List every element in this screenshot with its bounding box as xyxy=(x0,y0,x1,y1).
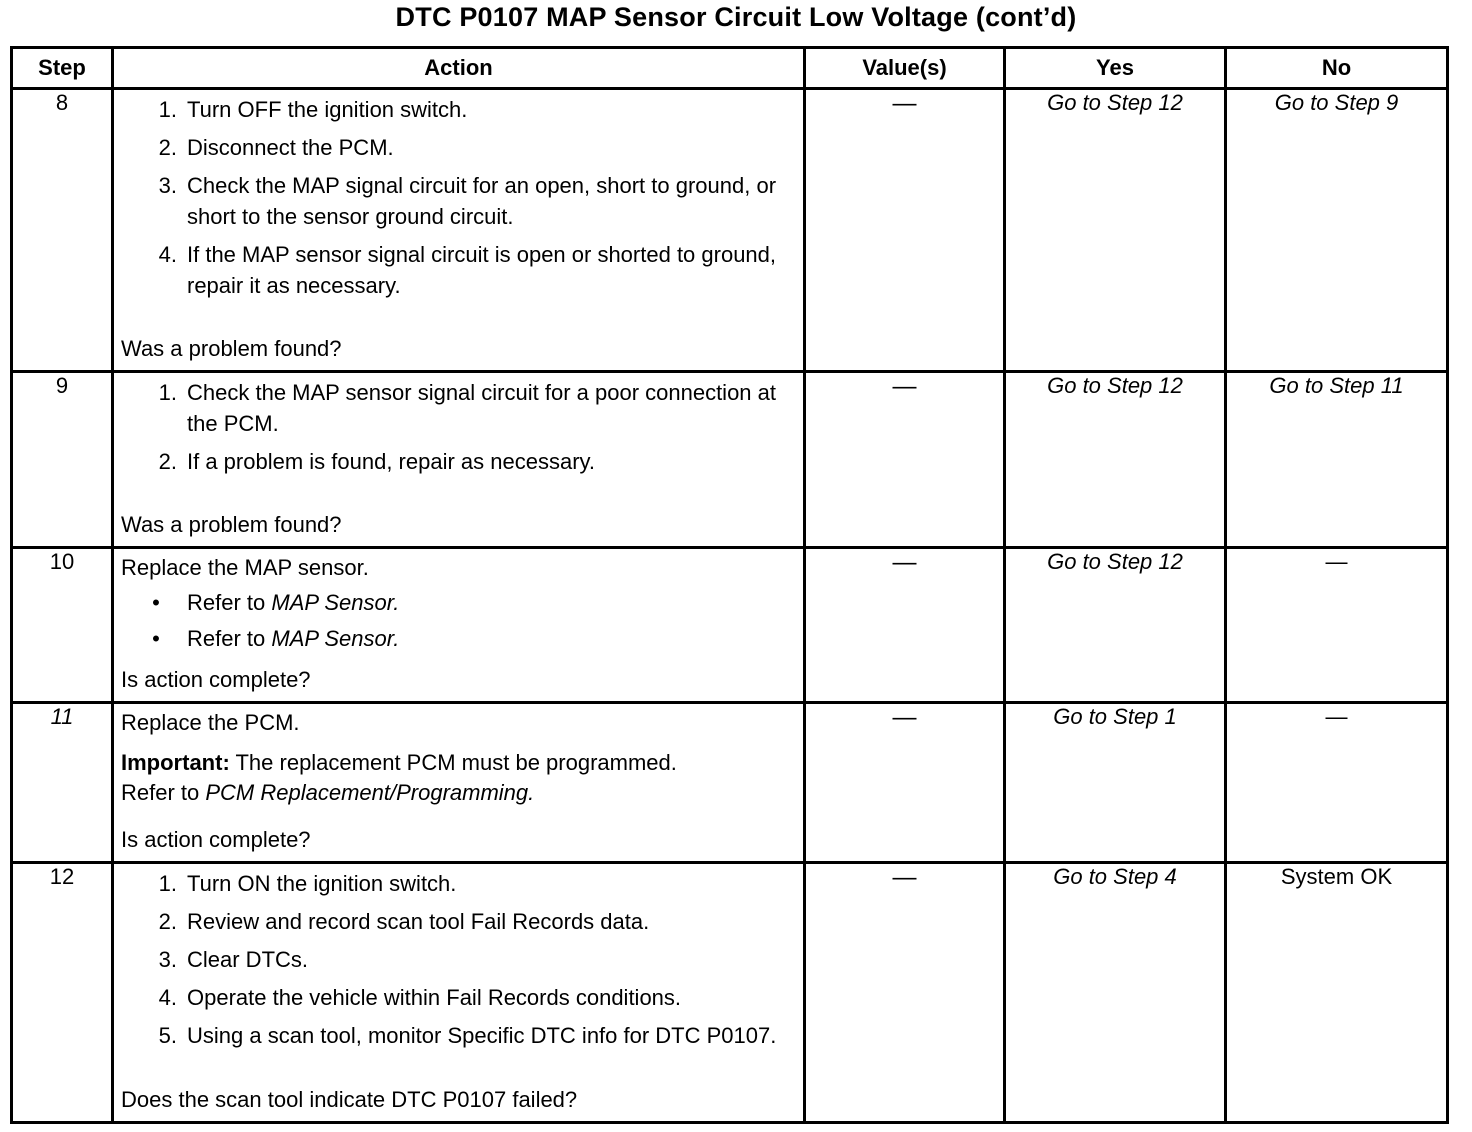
action-question: Is action complete? xyxy=(121,667,311,692)
table-row xyxy=(12,89,1448,372)
no-cell: System OK xyxy=(1226,863,1448,1123)
list-item: 1. Turn OFF the ignition switch. xyxy=(158,97,468,122)
action-intro: Replace the MAP sensor. xyxy=(121,555,369,580)
page-title: DTC P0107 MAP Sensor Circuit Low Voltage (cont’d) xyxy=(395,2,1077,32)
reference-link[interactable]: MAP Sensor. xyxy=(271,626,400,651)
header-yes: Yes xyxy=(1005,48,1226,89)
header-action: Action xyxy=(113,48,805,89)
action-cell xyxy=(113,372,805,548)
yes-cell: Go to Step 12 xyxy=(1005,89,1226,372)
step-number: 8 xyxy=(12,89,113,372)
action-cell xyxy=(113,89,805,372)
no-cell: Go to Step 9 xyxy=(1226,89,1448,372)
action-question: Does the scan tool indicate DTC P0107 failed? xyxy=(121,1087,578,1112)
list-item: 4. Operate the vehicle within Fail Records conditions. xyxy=(158,985,682,1010)
value-cell: — xyxy=(805,89,1005,372)
action-cell xyxy=(113,548,805,703)
list-item: 2. Review and record scan tool Fail Records data. xyxy=(158,909,650,934)
header-values: Value(s) xyxy=(805,48,1005,89)
no-cell: Go to Step 11 xyxy=(1226,372,1448,548)
list-item: 2. Disconnect the PCM. xyxy=(158,135,394,160)
step-number: 9 xyxy=(12,372,113,548)
reference-link[interactable]: MAP Sensor. xyxy=(271,590,400,615)
value-cell: — xyxy=(805,863,1005,1123)
action-question: Was a problem found? xyxy=(121,512,342,537)
header-step: Step xyxy=(12,48,113,89)
table-row xyxy=(12,548,1448,703)
header-no: No xyxy=(1226,48,1448,89)
header-row xyxy=(12,48,1448,89)
list-item: 3. Check the MAP signal circuit for an open, short to ground, or short to the sensor ground circuit. xyxy=(158,173,777,229)
yes-cell: Go to Step 1 xyxy=(1005,703,1226,863)
list-item: 5. Using a scan tool, monitor Specific DTC info for DTC P0107. xyxy=(158,1023,777,1048)
list-item: 3. Clear DTCs. xyxy=(158,947,309,972)
value-cell: — xyxy=(805,548,1005,703)
action-cell xyxy=(113,703,805,863)
step-number: 11 xyxy=(12,703,113,863)
table-row xyxy=(12,703,1448,863)
step-number: 12 xyxy=(12,863,113,1123)
list-item: 4. If the MAP sensor signal circuit is open or shorted to ground, repair it as necessary. xyxy=(158,242,777,298)
list-item: 2. If a problem is found, repair as necessary. xyxy=(158,449,596,474)
important-note: Important: The replacement PCM must be programmed. Refer to PCM Replacement/Programming. xyxy=(121,750,677,805)
step-number: 10 xyxy=(12,548,113,703)
action-cell xyxy=(113,863,805,1123)
value-cell: — xyxy=(805,372,1005,548)
action-intro: Replace the PCM. xyxy=(121,710,300,735)
yes-cell: Go to Step 12 xyxy=(1005,548,1226,703)
yes-cell: Go to Step 4 xyxy=(1005,863,1226,1123)
action-question: Was a problem found? xyxy=(121,336,342,361)
table-row xyxy=(12,863,1448,1123)
no-cell: — xyxy=(1226,548,1448,703)
list-item: 1. Check the MAP sensor signal circuit for a poor connection at the PCM. xyxy=(158,380,777,436)
action-question: Is action complete? xyxy=(121,827,311,852)
yes-cell: Go to Step 12 xyxy=(1005,372,1226,548)
list-item: • Refer to MAP Sensor. xyxy=(152,590,400,615)
value-cell: — xyxy=(805,703,1005,863)
diagnostic-table xyxy=(10,46,1449,1124)
reference-link[interactable]: PCM Replacement/Programming. xyxy=(205,780,535,805)
list-item: • Refer to MAP Sensor. xyxy=(152,626,400,651)
list-item: 1. Turn ON the ignition switch. xyxy=(158,871,457,896)
table-row xyxy=(12,372,1448,548)
no-cell: — xyxy=(1226,703,1448,863)
